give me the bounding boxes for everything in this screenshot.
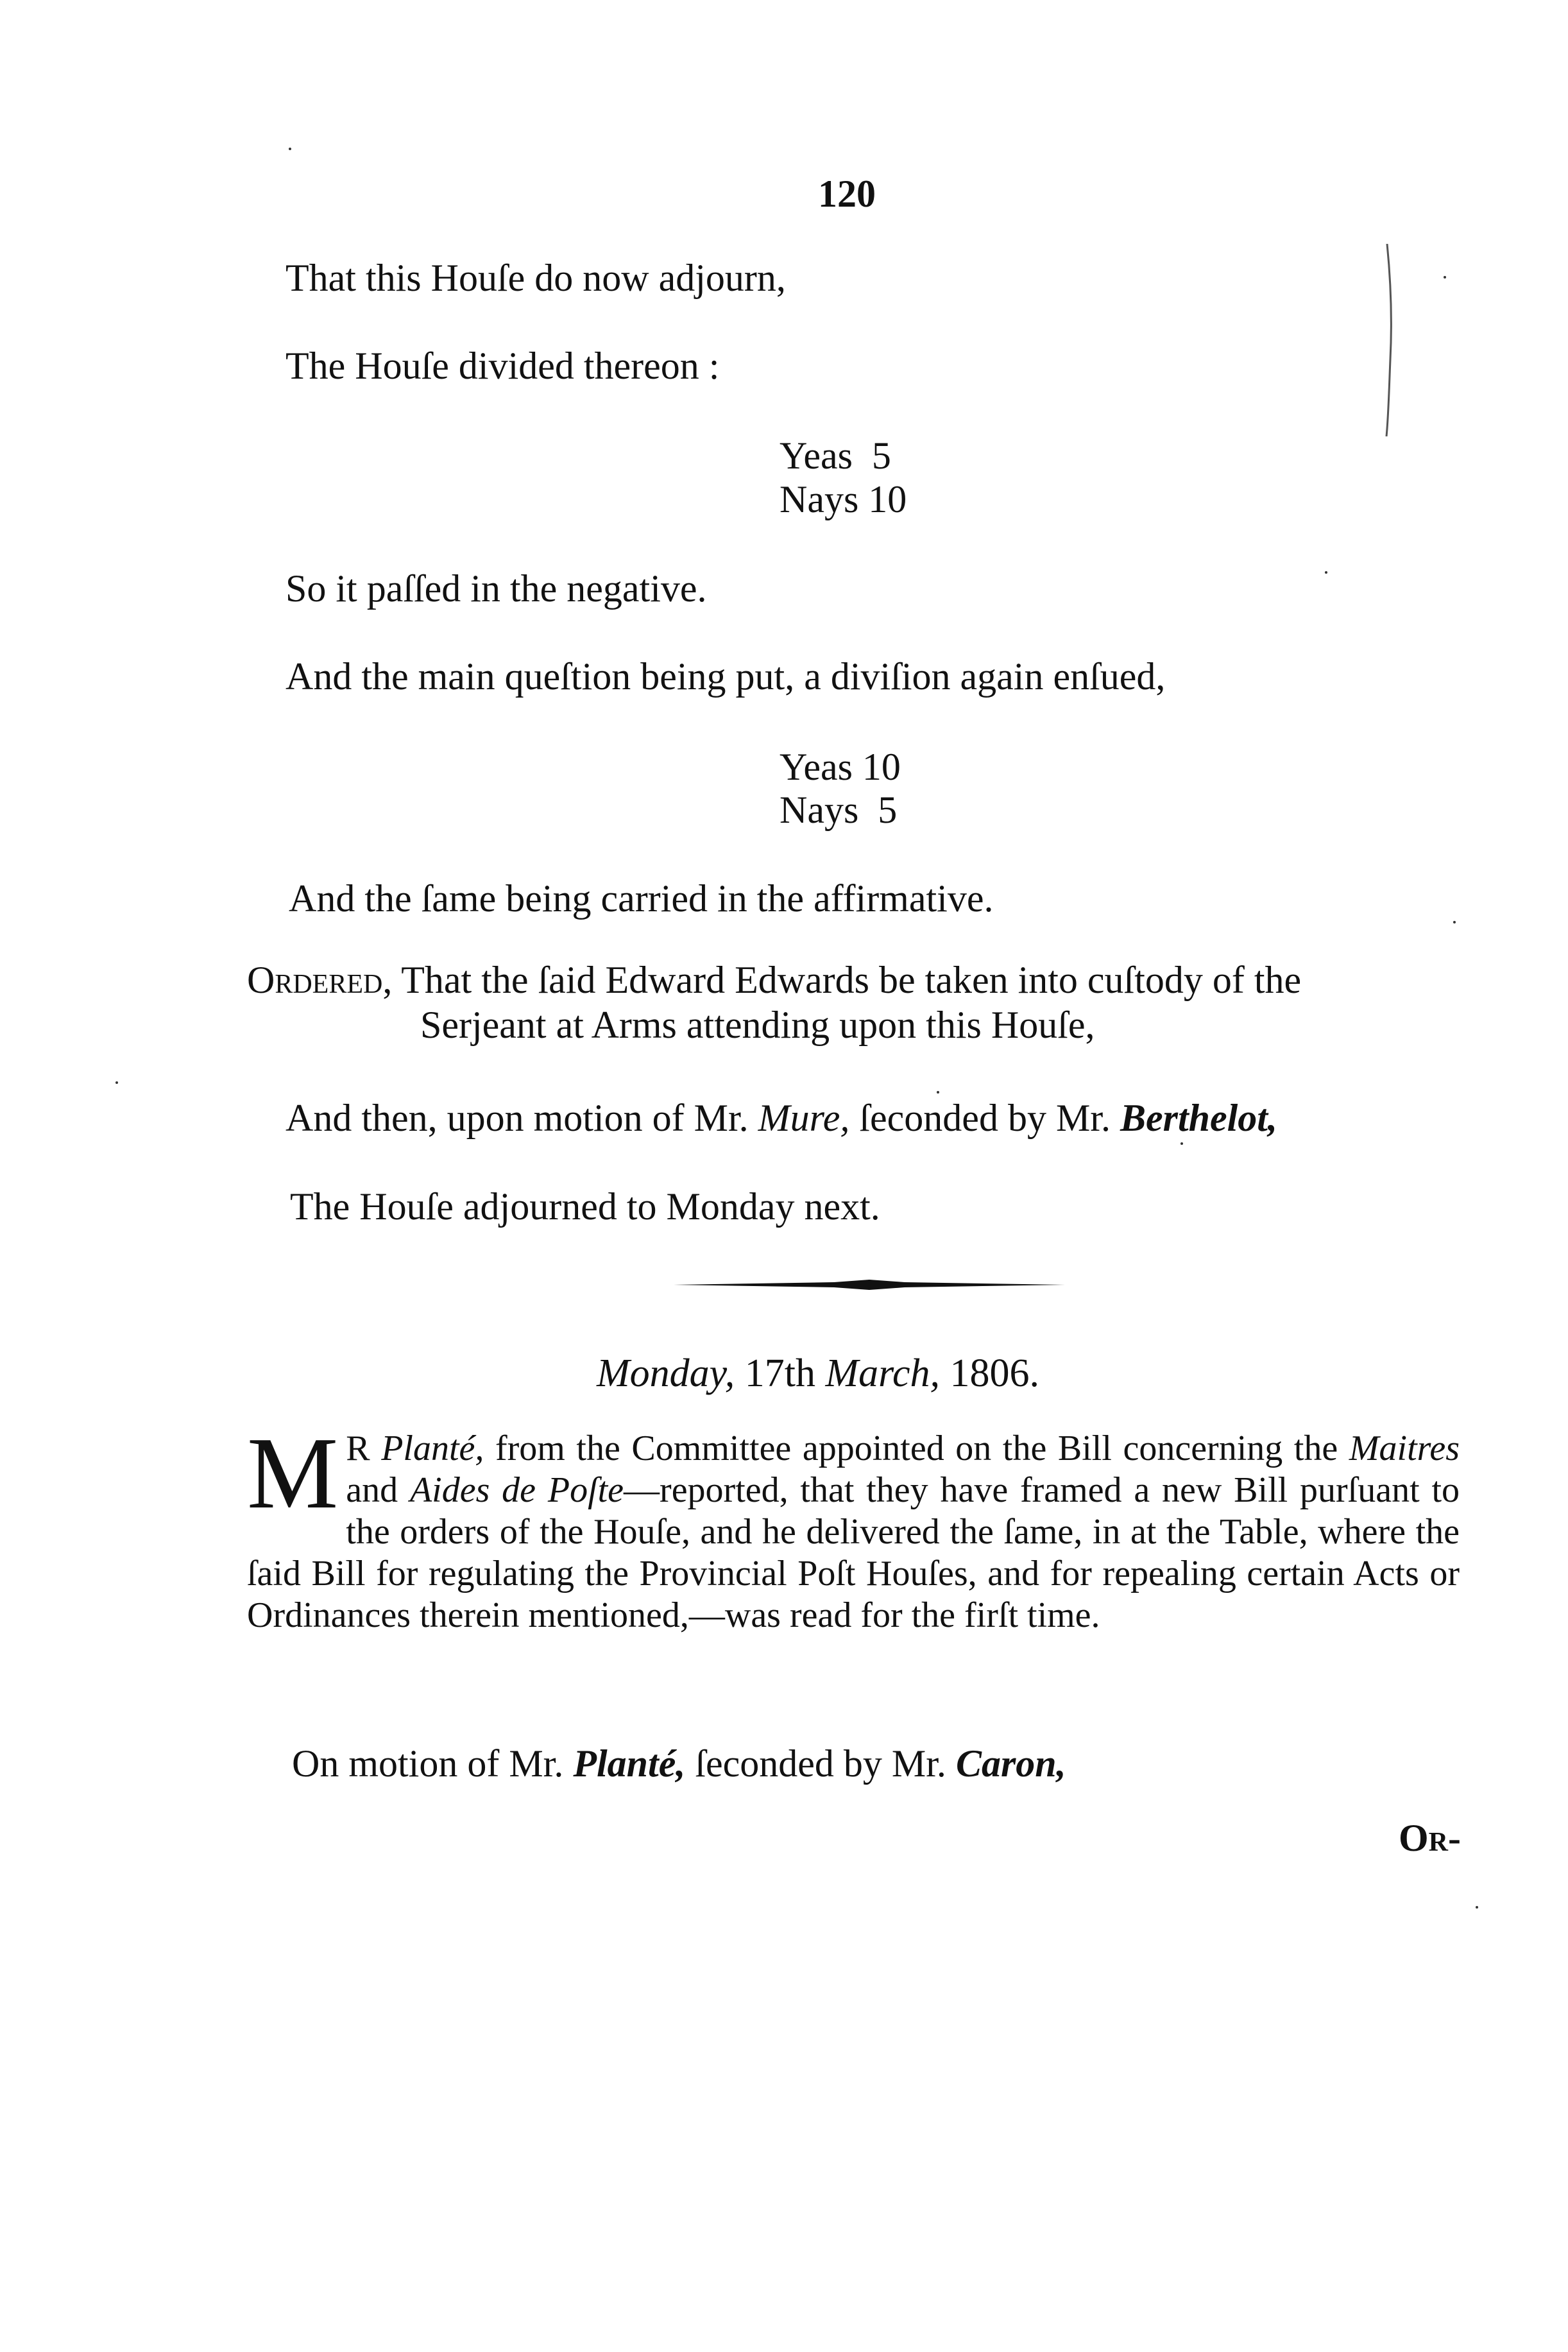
ordered-text-1: That the ſaid Edward Edwards be taken into cuſtody of the (392, 959, 1302, 1001)
motion2-text-a: On motion of Mr. (292, 1742, 574, 1785)
section-divider-rule (674, 1278, 1065, 1291)
ordered-line-2: Serjeant at Arms attending upon this Houſe, (420, 1004, 1095, 1046)
drop-cap: M (247, 1416, 339, 1530)
dateline-month: March, (825, 1352, 940, 1395)
margin-pencil-mark (1385, 244, 1395, 436)
page-number: 120 (818, 173, 876, 215)
line-affirmative: And the ſame being carried in the affirmative. (289, 877, 994, 920)
report-name-plante: Planté, (381, 1429, 484, 1468)
report-seg2: from the Committee appointed on the Bill concerning the (484, 1429, 1349, 1468)
motion2-text-c: ſeconded by Mr. (685, 1742, 956, 1785)
paper-speck (1453, 921, 1456, 923)
paper-speck (937, 1091, 939, 1094)
paper-speck (115, 1081, 118, 1084)
line-motion-plante (292, 1744, 1066, 1783)
line-motion-mure (285, 1099, 1277, 1137)
ordered-line-1 (247, 958, 1301, 1002)
report-seg3: and (346, 1470, 410, 1510)
paper-speck (1180, 1142, 1183, 1145)
name-mure: Mure, (758, 1097, 850, 1139)
ordered-label: Ordered, (247, 959, 393, 1001)
paper-speck (1476, 1906, 1478, 1909)
paper-speck (1325, 571, 1327, 574)
name-berthelot: Berthelot, (1120, 1097, 1277, 1139)
motion-text-a: And then, upon motion of Mr. (285, 1097, 758, 1139)
report-paragraph (247, 1416, 1460, 1636)
motion-text-c: ſeconded by Mr. (849, 1097, 1120, 1139)
report-maitres: Maitres (1349, 1429, 1460, 1468)
paper-speck (1444, 276, 1446, 279)
dateline-day: 17th (735, 1352, 826, 1395)
line-adjourned: The Houſe adjourned to Monday next. (290, 1185, 880, 1228)
line-adjourn-motion: That this Houſe do now adjourn, (285, 257, 786, 299)
report-seg1: R (346, 1429, 382, 1468)
motion2-name-plante: Planté, (573, 1742, 686, 1785)
report-aides: Aides de Poſte (409, 1470, 624, 1510)
report-seg4: —reported, that they have framed a new Bill purſuant to the orders of the Houſe, and he delivered the ſame, in at the Table, where the ſaid Bill for regulating the Provincial Poſt Houſes, and for repealing certain Acts or Ordinances therein mentioned,—was read for the firſt time. (247, 1470, 1460, 1635)
dateline-year: 1806. (939, 1352, 1039, 1395)
dateline (597, 1351, 1039, 1396)
vote1-yeas: Yeas 5 (780, 434, 891, 477)
paper-speck (289, 148, 291, 150)
line-negative: So it paſſed in the negative. (285, 567, 707, 610)
vote2-yeas: Yeas 10 (780, 746, 901, 788)
vote2-nays: Nays 5 (780, 789, 898, 831)
motion2-name-caron: Caron, (955, 1742, 1066, 1785)
vote1-nays: Nays 10 (780, 478, 907, 520)
line-main-question: And the main queſtion being put, a diviſion again enſued, (285, 655, 1166, 698)
catchword: Or- (1399, 1817, 1461, 1859)
dateline-weekday: Monday, (597, 1352, 735, 1395)
line-division: The Houſe divided thereon : (285, 345, 720, 387)
